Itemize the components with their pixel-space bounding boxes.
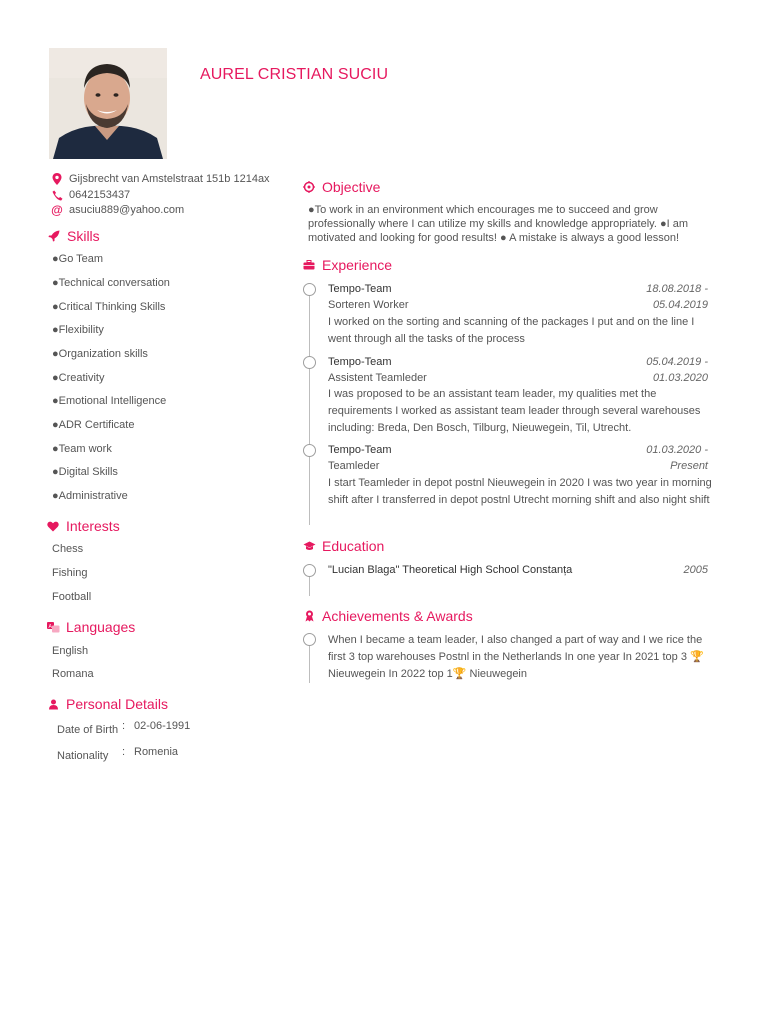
- timeline-dot: [303, 283, 316, 296]
- skills-heading: [47, 228, 100, 244]
- timeline-dot: [303, 633, 316, 646]
- interests-heading-text: Interests: [66, 518, 120, 534]
- education-school: "Lucian Blaga" Theoretical High School Constanța: [328, 564, 573, 576]
- person-icon: [46, 697, 60, 711]
- skill-item: ●Creativity: [52, 372, 105, 384]
- achievements-heading-text: Achievements & Awards: [322, 608, 473, 624]
- dob-label: Date of Birth: [57, 724, 119, 736]
- achievements-text: When I became a team leader, I also changed a part of way and I we rice the first 3 top warehouses Postnl in the Netherlands In one year In 2021 top 3 🏆 Nieuwegein In 2022 top 1🏆 Nieuwegein: [328, 634, 704, 680]
- experience-heading: [302, 257, 392, 273]
- dob-colon: :: [122, 720, 126, 732]
- skill-item: ●ADR Certificate: [52, 419, 135, 431]
- profile-photo: [49, 48, 167, 159]
- education-year: 2005: [683, 564, 708, 576]
- experience-company: Tempo-Team: [328, 356, 392, 368]
- experience-role: Assistent Teamleder: [328, 372, 427, 384]
- experience-description: I worked on the sorting and scanning of the packages I put and on the line I went through all the tasks of the process: [328, 316, 695, 345]
- experience-date-to: 01.03.2020: [652, 372, 708, 384]
- interests-heading: [46, 518, 120, 534]
- phone-icon: [50, 188, 64, 202]
- languages-heading-text: Languages: [66, 619, 136, 635]
- graduation-cap-icon: [302, 539, 316, 553]
- skill-item: ●Critical Thinking Skills: [52, 301, 166, 313]
- phone-text: 0642153437: [69, 189, 131, 201]
- objective-heading: [302, 179, 380, 195]
- at-icon: @: [51, 203, 63, 217]
- experience-role: Sorteren Worker: [328, 299, 409, 311]
- heart-icon: [46, 519, 60, 533]
- nationality-colon: :: [122, 746, 126, 758]
- timeline-dot: [303, 444, 316, 457]
- dob-value: 02-06-1991: [134, 720, 191, 732]
- contact-phone: [50, 188, 300, 202]
- objective-heading-text: Objective: [322, 179, 381, 195]
- skill-item: ●Go Team: [52, 253, 104, 265]
- skill-item: ●Flexibility: [52, 324, 104, 336]
- contact-email[interactable]: [50, 203, 300, 217]
- rocket-icon: [47, 229, 61, 243]
- skill-item: ●Team work: [52, 443, 112, 455]
- interest-item: Football: [52, 591, 92, 603]
- contact-address: [50, 172, 300, 186]
- experience-description: I was proposed to be an assistant team leader, my qualities met the requirements I worked as assistant team leader through several warehouses including: Breda, Den Bosch, Tilburg, Nieuwegein, Til, Utrecht.: [328, 388, 701, 434]
- language-item: English: [52, 645, 89, 657]
- interest-item: Chess: [52, 543, 84, 555]
- briefcase-icon: [302, 258, 316, 272]
- address-text: Gijsbrecht van Amstelstraat 151b 1214ax: [69, 173, 270, 185]
- experience-date-from: 01.03.2020 -: [646, 444, 708, 456]
- email-text[interactable]: asuciu889@yahoo.com: [69, 204, 185, 216]
- experience-heading-text: Experience: [322, 257, 393, 273]
- experience-date-from: 05.04.2019 -: [646, 356, 708, 368]
- personal-details-heading-text: Personal Details: [66, 696, 168, 712]
- nationality-label: Nationality: [57, 750, 109, 762]
- timeline-dot: [303, 356, 316, 369]
- timeline-dot: [303, 564, 316, 577]
- skill-item: ●Digital Skills: [52, 466, 118, 478]
- language-item: Romana: [52, 668, 94, 680]
- achievements-heading: [302, 608, 473, 624]
- experience-date-to: Present: [670, 460, 708, 472]
- target-icon: [302, 180, 316, 194]
- map-pin-icon: [50, 172, 64, 186]
- personal-details-heading: [46, 696, 168, 712]
- interest-item: Fishing: [52, 567, 88, 579]
- award-icon: [302, 609, 316, 623]
- skills-heading-text: Skills: [67, 228, 100, 244]
- experience-date-from: 18.08.2018 -: [646, 283, 708, 295]
- languages-heading: [46, 619, 135, 635]
- objective-text: ●To work in an environment which encourages me to succeed and grow professionally where I can utilize my skills and knowledge appropriately. ●I am motivated and looking for good results! ● A mistake is always a good lesson!: [308, 204, 689, 244]
- svg-text:A: A: [48, 623, 52, 630]
- experience-description: I start Teamleder in depot postnl Nieuwegein in 2020 I was two year in morning shift after I transferred in depot postnl Utrecht morning shift and also night shift: [328, 477, 712, 506]
- profile-photo-avatar: [49, 48, 167, 159]
- skill-item: ●Technical conversation: [52, 277, 170, 289]
- skill-item: ●Organization skills: [52, 348, 148, 360]
- education-heading-text: Education: [322, 538, 385, 554]
- experience-timeline: [309, 289, 310, 525]
- experience-role: Teamleder: [328, 460, 380, 472]
- skill-item: ●Emotional Intelligence: [52, 395, 167, 407]
- experience-company: Tempo-Team: [328, 283, 392, 295]
- translate-icon: [46, 620, 60, 634]
- nationality-value: Romenia: [134, 746, 179, 758]
- experience-company: Tempo-Team: [328, 444, 392, 456]
- candidate-name: AUREL CRISTIAN SUCIU: [200, 66, 389, 83]
- skill-item: ●Administrative: [52, 490, 128, 502]
- education-heading: [302, 538, 384, 554]
- experience-date-to: 05.04.2019: [652, 299, 708, 311]
